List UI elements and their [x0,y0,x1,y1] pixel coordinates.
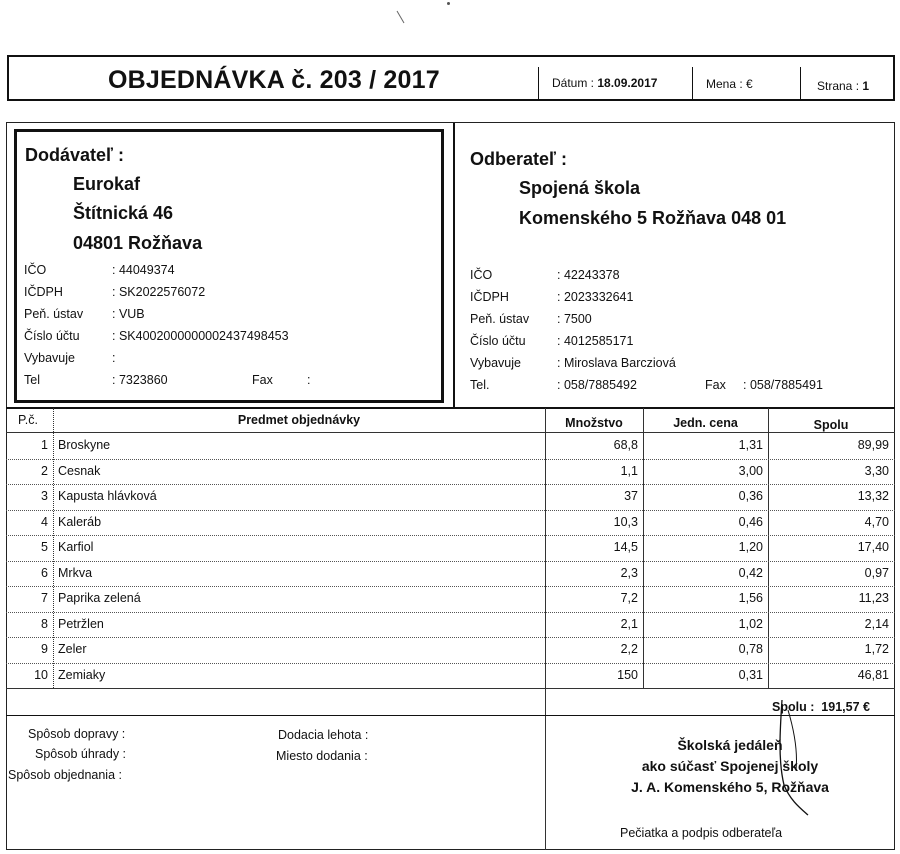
supplier-tel-label: Tel [24,373,40,387]
col-header-price: Jedn. cena [673,416,738,430]
customer-bank-value: : 7500 [557,312,592,326]
customer-contact-label: Vybavuje [470,356,521,370]
supplier-street: Štítnická 46 [73,203,174,223]
row-divider [6,612,895,613]
row-divider [6,459,895,460]
row-quantity: 68,8 [613,438,638,452]
row-quantity: 7,2 [620,591,638,605]
row-unit-price: 3,00 [738,463,763,478]
order-method-label: Spôsob objednania : [8,768,122,782]
row-quantity: 150 [617,667,638,682]
row-total: 0,97 [864,565,889,580]
row-divider [6,637,895,638]
row-unit-price: 1,56 [738,591,763,605]
row-quantity: 2,3 [620,565,638,580]
row-quantity: 1,1 [620,463,638,478]
supplier-ico-label: IČO [24,263,47,277]
row-item: Zemiaky [58,667,106,682]
supplier-city: 04801 Rožňava [73,233,203,253]
row-item: Paprika zelená [58,591,141,605]
row-divider [6,484,895,485]
supplier-tel-value: : 7323860 [112,373,168,387]
row-unit-price: 0,46 [738,514,763,529]
row-number: 3 [41,489,48,503]
row-unit-price: 0,36 [738,489,763,503]
row-unit-price: 1,20 [738,540,763,554]
row-item: Cesnak [58,463,101,478]
customer-icdph-label: IČDPH [470,290,509,304]
currency-field: Mena : € [706,77,753,91]
delivery-place-label: Miesto dodania : [276,749,368,763]
customer-account-label: Číslo účtu [470,334,526,348]
supplier-bank-value: : VUB [112,307,145,321]
customer-account-value: : 4012585171 [557,334,634,348]
col-header-item: Predmet objednávky [237,413,361,427]
row-total: 11,23 [858,591,889,605]
row-item: Petržlen [58,616,104,631]
row-number: 5 [41,540,48,554]
scan-mark [397,11,405,24]
supplier-fax-label: Fax [252,373,273,387]
row-number: 10 [34,667,48,682]
transport-label: Spôsob dopravy : [28,727,126,741]
row-number: 4 [41,514,48,529]
customer-heading: Odberateľ : [470,149,567,169]
row-total: 13,32 [857,489,889,503]
row-total: 2,14 [864,616,889,631]
stamp-signature-label: Pečiatka a podpis odberateľa [620,826,783,840]
row-quantity: 14,5 [613,540,638,554]
order-title: OBJEDNÁVKA č. 203 / 2017 [108,66,440,94]
row-unit-price: 0,31 [738,667,763,682]
row-number: 6 [41,565,48,580]
row-item: Kaleráb [58,514,102,529]
customer-tel-value: : 058/7885492 [557,378,637,392]
row-total: 46,81 [857,667,889,682]
customer-contact-value: : Miroslava Barcziová [557,356,676,370]
customer-tel-label: Tel. [470,378,490,392]
row-total: 4,70 [864,514,889,529]
row-quantity: 10,3 [613,514,638,529]
row-total: 89,99 [857,438,889,452]
scan-dot [447,2,450,5]
row-total: 1,72 [864,642,889,656]
col-header-qty: Množstvo [565,416,623,430]
row-number: 9 [41,642,48,656]
signature [760,690,840,820]
row-item: Karfiol [58,540,94,554]
customer-address: Komenského 5 Rožňava 048 01 [519,208,787,228]
customer-bank-label: Peň. ústav [470,312,530,326]
row-quantity: 2,2 [620,642,638,656]
customer-ico-label: IČO [470,268,493,282]
supplier-contact-label: Vybavuje [24,351,75,365]
row-number: 2 [41,463,48,478]
customer-ico-value: : 42243378 [557,268,620,282]
supplier-fax-value: : [307,373,311,387]
page-value: 1 [862,79,870,93]
date-field [552,76,657,90]
row-unit-price: 0,78 [738,642,763,656]
customer-fields [470,264,823,396]
row-quantity: 37 [624,489,638,503]
stamp-line-1: Školská jedáleň [677,737,783,753]
row-divider [6,510,895,511]
row-item: Zeler [58,642,87,656]
page-field [817,79,869,93]
row-quantity: 2,1 [620,616,638,631]
row-number: 1 [41,438,48,452]
supplier-heading: Dodávateľ : [25,145,124,165]
row-unit-price: 1,31 [738,438,763,452]
row-divider [6,561,895,562]
row-number: 8 [41,616,48,631]
stamp-line-2: ako súčasť Spojenej školy [641,758,819,774]
row-total: 3,30 [864,463,889,478]
row-divider [6,535,895,536]
supplier-fields [24,259,310,391]
row-number: 7 [41,591,48,605]
customer-icdph-value: : 2023332641 [557,290,634,304]
supplier-contact-value: : [112,351,116,365]
date-label: Dátum : [552,76,598,90]
customer-fax-value: : 058/7885491 [743,378,823,392]
date-value: 18.09.2017 [597,76,658,90]
row-total: 17,40 [857,540,889,554]
customer-name: Spojená škola [519,178,641,198]
col-header-total: Spolu [813,418,849,432]
col-header-no: P.č. [18,413,38,427]
supplier-bank-label: Peň. ústav [24,307,84,321]
stamp-line-3: J. A. Komenského 5, Rožňava [631,779,829,795]
customer-fax-label: Fax [705,378,726,392]
supplier-icdph-value: : SK2022576072 [112,285,206,299]
delivery-time-label: Dodacia lehota : [278,728,369,742]
supplier-account-label: Číslo účtu [24,329,80,343]
supplier-name: Eurokaf [73,174,141,194]
row-unit-price: 1,02 [738,616,763,631]
supplier-ico-value: : 44049374 [112,263,175,277]
payment-label: Spôsob úhrady : [35,747,127,761]
row-item: Mrkva [58,565,93,580]
sum-total: Spolu : 191,57 € [772,700,870,714]
supplier-account-value: : SK4002000000002437498453 [112,329,289,343]
row-divider [6,663,895,664]
row-item: Kapusta hlávková [58,489,157,503]
row-divider [6,586,895,587]
row-item: Broskyne [58,438,111,452]
page-label: Strana : [817,79,863,93]
supplier-icdph-label: IČDPH [24,285,63,299]
row-unit-price: 0,42 [738,565,763,580]
